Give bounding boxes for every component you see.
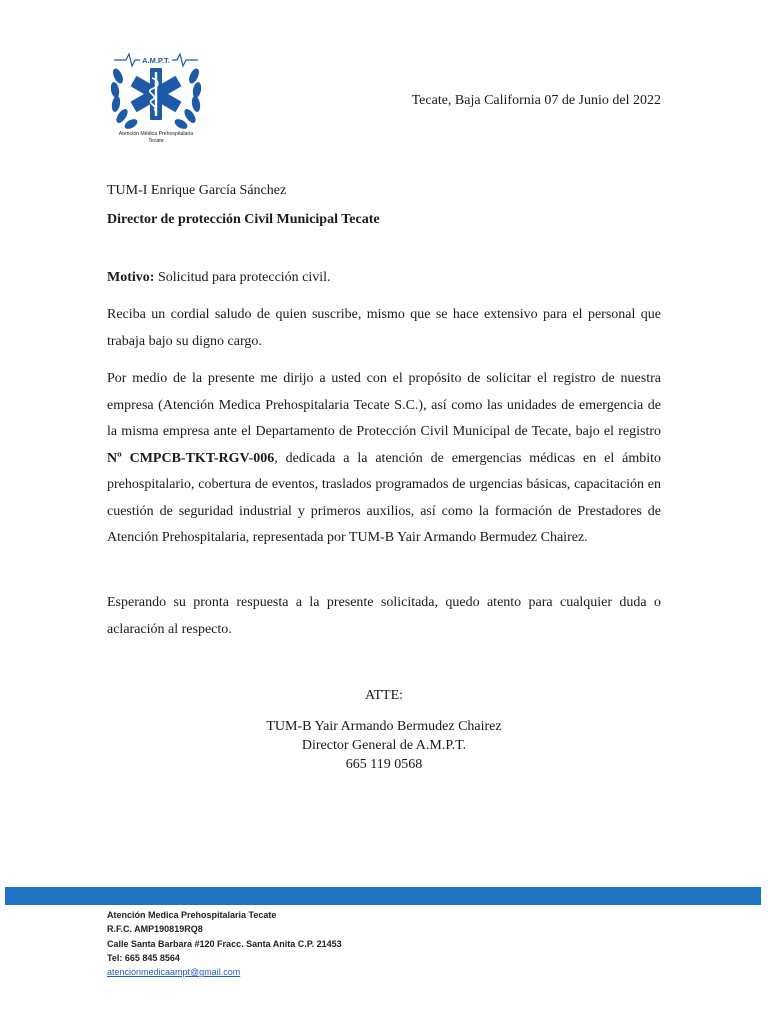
- footer-company: Atención Medica Prehospitalaria Tecate: [107, 910, 277, 920]
- signature-block: [107, 717, 661, 774]
- star-of-life-icon: [104, 46, 208, 146]
- recipient-name: TUM-I Enrique García Sánchez: [107, 183, 287, 198]
- logo-top-text: A.M.P.T.: [142, 56, 170, 65]
- place-date: Tecate, Baja California 07 de Junio del 2022: [411, 93, 661, 108]
- signer-phone: 665 119 0568: [345, 757, 423, 772]
- logo-caption-line2: Tecate: [148, 138, 164, 144]
- footer-rfc: R.F.C. AMP190819RQ8: [107, 924, 203, 935]
- logo-caption-line1: Atención Médica Prehospitalaria: [118, 131, 194, 137]
- recipient-title: Director de protección Civil Municipal Tecate: [107, 212, 380, 227]
- body-paragraph-greeting: Reciba un cordial saludo de quien suscribe, mismo que se hace extensivo para el personal que trabaja bajo su digno cargo.: [107, 307, 661, 349]
- subject-label: Motivo:: [107, 270, 155, 285]
- registration-number: Nº CMPCB-TKT-RGV-006: [107, 450, 275, 466]
- company-logo: [104, 46, 208, 146]
- request-text-start: Por medio de la presente me dirijo a usted con el propósito de solicitar el registro de nuestra empresa (Atención Medica Prehospitalaria Tecate S.C.), así como las unidades de emergencia de la misma empresa ante el Departamento de Protección Civil Municipal de Tecate, bajo el registro: [107, 371, 661, 439]
- subject-line: [107, 269, 331, 287]
- footer-contact: [107, 908, 342, 979]
- footer-address: Calle Santa Barbara #120 Fracc. Santa Anita C.P. 21453: [107, 938, 342, 949]
- closing-word: ATTE:: [364, 688, 404, 703]
- body-paragraph-closing: Esperando su pronta respuesta a la presente solicitada, quedo atento para cualquier duda o aclaración al respecto.: [107, 595, 661, 637]
- footer-email-link[interactable]: atencionmedicaampt@gmail.com: [107, 967, 241, 978]
- subject-text: Solicitud para protección civil.: [154, 270, 331, 285]
- footer-divider-bar: [5, 887, 761, 905]
- body-paragraph-request: [107, 366, 661, 552]
- signer-name: TUM-B Yair Armando Bermudez Chairez: [266, 719, 502, 734]
- request-text-end: , dedicada a la atención de emergencias médicas en el ámbito prehospitalario, cobertura de eventos, traslados programados de urgencias básicas, capacitación en cuestión de seguridad industrial y primeros auxilios, así como la formación de Prestadores de Atención Prehospitalaria, representada por TUM-B Yair Armando Bermudez Chairez.: [107, 450, 661, 545]
- footer-tel: Tel: 665 845 8564: [107, 952, 180, 963]
- signer-position: Director General de A.M.P.T.: [301, 738, 467, 753]
